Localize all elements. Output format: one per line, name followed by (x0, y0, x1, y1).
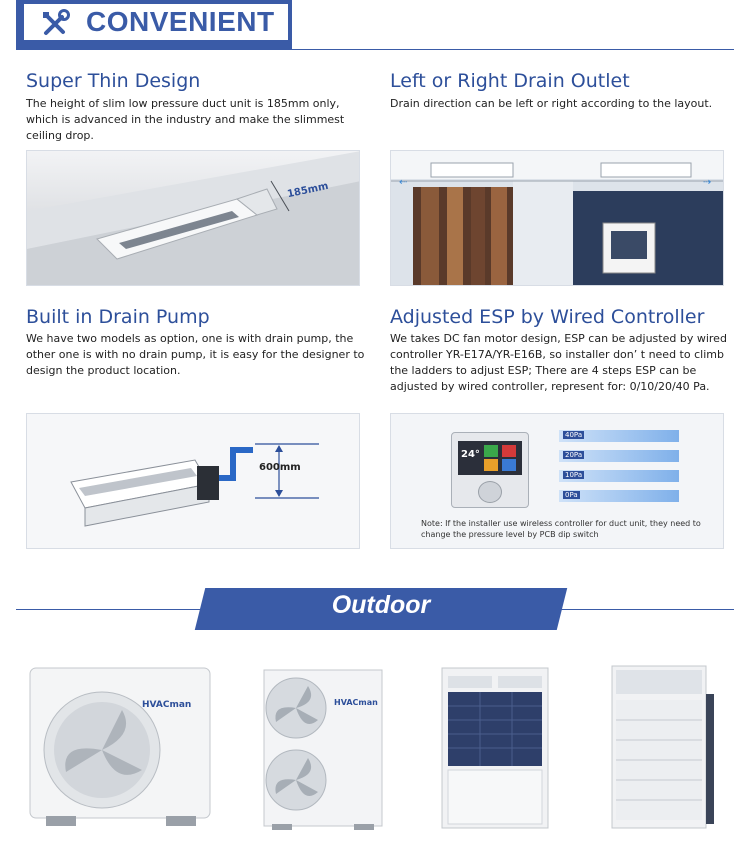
esp-step-bar (559, 430, 679, 442)
section-header (0, 0, 750, 56)
esp-steps (559, 430, 709, 522)
wired-controller (451, 432, 529, 508)
room-with-units-illustration (391, 151, 724, 286)
feature-title-esp: Adjusted ESP by Wired Controller (390, 306, 705, 328)
esp-note-line1: Note: If the installer use wireless controller for duct unit, they need to (421, 519, 701, 528)
esp-image (390, 413, 724, 549)
double-fan-outdoor-unit (262, 668, 390, 832)
esp-note (421, 518, 721, 540)
esp-step-bar (559, 450, 679, 462)
svg-text:⇠: ⇠ (399, 177, 408, 188)
esp-step-bar (559, 490, 679, 502)
thin-design-height-label: 185mm (286, 180, 330, 201)
feature-desc-thin-design: The height of slim low pressure duct unit is 185mm only, which is advanced in the industry and make the slimmest ceiling drop. (26, 97, 345, 142)
controller-screen (458, 441, 522, 475)
drain-pump-height-label: 600mm (259, 462, 301, 473)
vrf-outdoor-unit-tall (606, 664, 720, 834)
tools-icon (40, 9, 70, 39)
controller-dial (478, 481, 502, 503)
single-fan-outdoor-unit (26, 664, 216, 832)
thin-design-image (26, 150, 360, 286)
feature-desc-drain-outlet: Drain direction can be left or right according to the layout. (390, 97, 713, 110)
header-rule (16, 44, 734, 52)
brand-logo: HVACman (334, 698, 378, 707)
feature-desc-drain-pump: We have two models as option, one is with drain pump, the other one is with no drain pump, it is easy for the designer to design the product location. (26, 332, 365, 377)
controller-temp: 24° (461, 449, 480, 460)
feature-title-thin-design: Super Thin Design (26, 70, 201, 92)
drain-pump-image (26, 413, 360, 549)
esp-step-label: 40Pa (565, 431, 583, 439)
esp-note-line2: change the pressure level by PCB dip switch (421, 530, 599, 539)
drain-pump-illustration (27, 414, 360, 549)
vrf-outdoor-unit-large (440, 666, 552, 834)
esp-step-label: 20Pa (565, 451, 583, 459)
outdoor-title: Outdoor (331, 591, 431, 619)
svg-text:⇢: ⇢ (703, 177, 712, 188)
esp-step-bar (559, 470, 679, 482)
page-title: CONVENIENT (86, 6, 275, 37)
ceiling-duct-illustration (27, 151, 360, 286)
esp-step-label: 10Pa (565, 471, 583, 479)
feature-title-drain-outlet: Left or Right Drain Outlet (390, 70, 630, 92)
feature-desc-esp: We takes DC fan motor design, ESP can be adjusted by wired controller YR-E17A/YR-E16B, so installer don’ t need to climb the ladders to adjust ESP; There are 4 steps ESP can be adjusted by wired controller, represent for: 0/10/20/40 Pa. (390, 332, 727, 393)
brand-logo: HVACman (142, 700, 192, 710)
esp-step-label: 0Pa (565, 491, 578, 499)
feature-title-drain-pump: Built in Drain Pump (26, 306, 210, 328)
drain-outlet-image (390, 150, 724, 286)
